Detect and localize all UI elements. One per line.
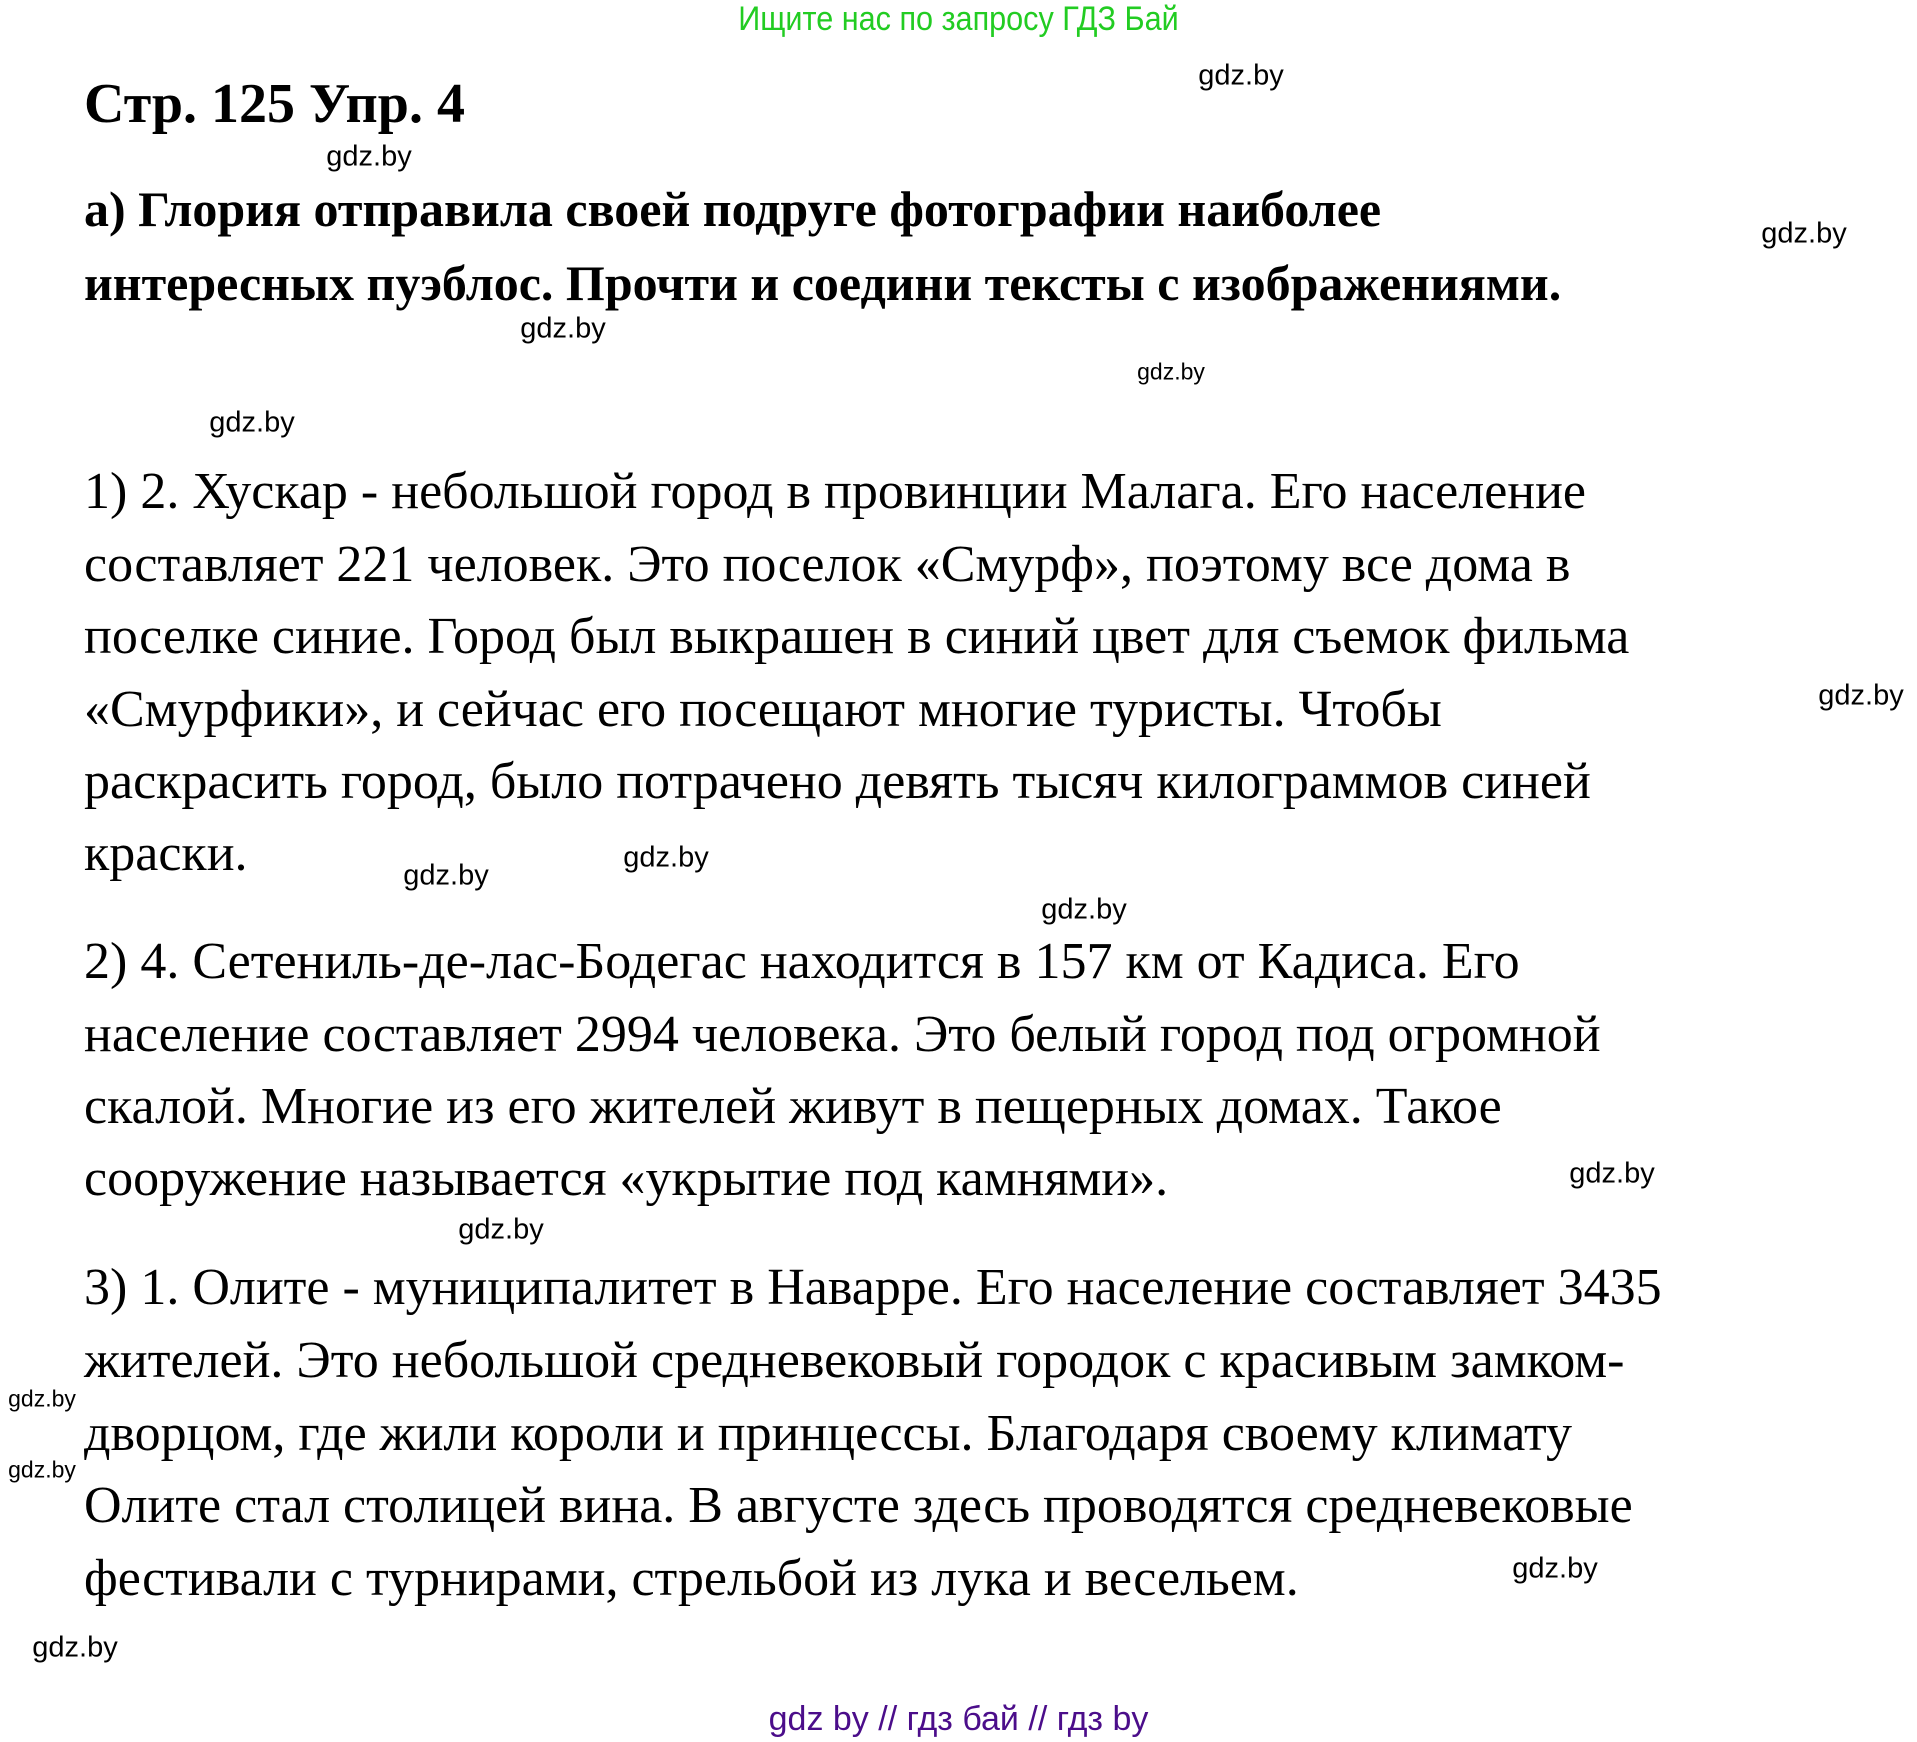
paragraph-line: скалой. Многие из его жителей живут в пещерных домах. Такое (84, 1078, 1502, 1135)
header-banner[interactable]: Ищите нас по запросу ГДЗ Бай (738, 0, 1179, 38)
watermark: gdz.by (403, 859, 489, 892)
paragraph-line: сооружение называется «укрытие под камнями». (84, 1150, 1169, 1207)
watermark: gdz.by (520, 312, 606, 345)
paragraph-line: поселке синие. Город был выкрашен в синий цвет для съемок фильма (84, 608, 1630, 665)
paragraph-line: краски. (84, 825, 248, 882)
task-line: а) Глория отправила своей подруге фотографии наиболее (84, 181, 1382, 237)
paragraph-line: фестивали с турнирами, стрельбой из лука и весельем. (84, 1550, 1299, 1607)
paragraph-line: Олите стал столицей вина. В августе здесь проводятся средневековые (84, 1477, 1633, 1534)
paragraph-line: составляет 221 человек. Это поселок «Смурф», поэтому все дома в (84, 536, 1571, 593)
watermark: gdz.by (1041, 893, 1127, 926)
watermark: gdz.by (8, 1456, 76, 1483)
watermark: gdz.by (1761, 217, 1847, 250)
paragraph-line: 2) 4. Сетениль-де-лас-Бодегас находится в 157 км от Кадиса. Его (84, 933, 1520, 990)
watermark: gdz.by (1569, 1157, 1655, 1190)
paragraph-line: раскрасить город, было потрачено девять тысяч килограммов синей (84, 753, 1591, 810)
paragraph-line: дворцом, где жили короли и принцессы. Благодаря своему климату (84, 1405, 1572, 1462)
task-line: интересных пуэблос. Прочти и соедини тексты с изображениями. (84, 255, 1562, 311)
paragraph-line: 3) 1. Олите - муниципалитет в Наварре. Его население составляет 3435 (84, 1259, 1662, 1316)
watermark: gdz.by (1512, 1552, 1598, 1585)
watermark: gdz.by (458, 1213, 544, 1246)
watermark: gdz.by (32, 1631, 118, 1664)
watermark: gdz.by (326, 140, 412, 173)
watermark: gdz.by (8, 1385, 76, 1412)
watermark: gdz.by (623, 841, 709, 874)
watermark: gdz.by (1198, 59, 1284, 92)
footer-links[interactable]: gdz by // гдз бай // гдз by (768, 1700, 1149, 1738)
paragraph-line: 1) 2. Хускар - небольшой город в провинции Малага. Его население (84, 463, 1587, 520)
paragraph-line: жителей. Это небольшой средневековый городок с красивым замком- (84, 1332, 1625, 1389)
watermark: gdz.by (1818, 679, 1904, 712)
paragraph-line: «Смурфики», и сейчас его посещают многие туристы. Чтобы (84, 681, 1442, 738)
watermark: gdz.by (209, 406, 295, 439)
paragraph-line: население составляет 2994 человека. Это белый город под огромной (84, 1006, 1601, 1063)
page-title: Стр. 125 Упр. 4 (84, 73, 465, 135)
watermark: gdz.by (1137, 358, 1205, 385)
